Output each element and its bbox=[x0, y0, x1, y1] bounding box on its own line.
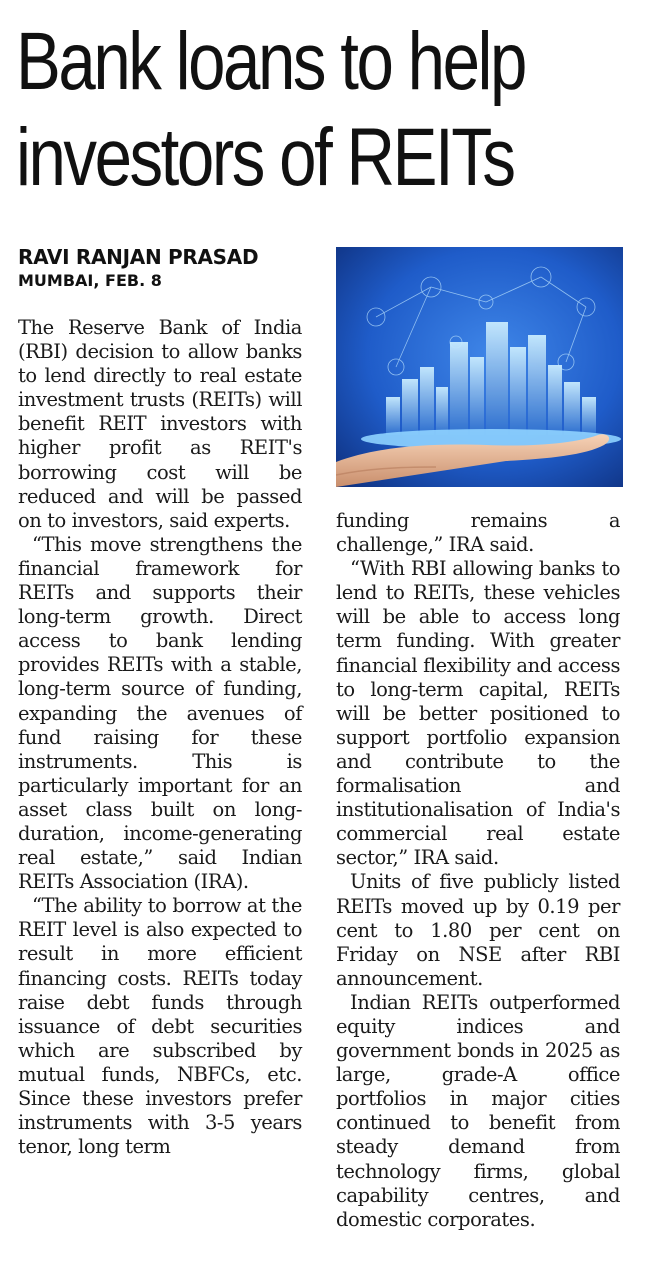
paragraph: “With RBI allowing banks to lend to REITs, these vehicles will be able to access long term funding. With greater financial flexibility and access to long-term capital, REITs will be better positioned to support portfolio expansion and contribute to the formalisation and institutionalisation of India's commercial real estate sector,” IRA said. bbox=[336, 557, 620, 870]
paragraph: “This move strengthens the financial framework for REITs and supports their long-term growth. Direct access to bank lending provides REITs with a stable, long-term source of funding, expanding the avenues of fund raising for these instruments. This is particularly important for an asset class built on long-duration, income-generating real estate,” said Indian REITs Association (IRA). bbox=[18, 532, 302, 894]
paragraph: “The ability to borrow at the REIT level is also expected to result in more efficient financing costs. REITs today raise debt funds through issuance of debt securities which are subscribed by mutual funds, NBFCs, etc. Since these investors prefer instruments with 3-5 years tenor, long term bbox=[18, 894, 302, 1159]
article-column-2 bbox=[336, 509, 620, 1232]
paragraph: funding remains a challenge,” IRA said. bbox=[336, 509, 620, 557]
headline bbox=[16, 14, 533, 206]
paragraph: Indian REITs outperformed equity indices and government bonds in 2025 as large, grade-A office portfolios in major cities continued to benefit from steady demand from technology firms, global capability centres, and domestic corporates. bbox=[336, 990, 620, 1231]
headline-line-1: Bank loans to help bbox=[16, 16, 525, 107]
dateline: MUMBAI, FEB. 8 bbox=[18, 271, 162, 290]
city-on-hand-illustration bbox=[336, 247, 623, 487]
paragraph: The Reserve Bank of India (RBI) decision to allow banks to lend directly to real estate investment trusts (REITs) will benefit REIT investors with higher profit as REIT's borrowing cost will be reduced and will be passed on to investors, said experts. bbox=[18, 316, 302, 532]
byline: RAVI RANJAN PRASAD bbox=[18, 245, 259, 269]
headline-line-2: investors of REITs bbox=[16, 112, 514, 203]
paragraph: Units of five publicly listed REITs moved up by 0.19 per cent to 1.80 per cent on Friday on NSE after RBI announcement. bbox=[336, 870, 620, 990]
article-column-1 bbox=[18, 316, 302, 1159]
